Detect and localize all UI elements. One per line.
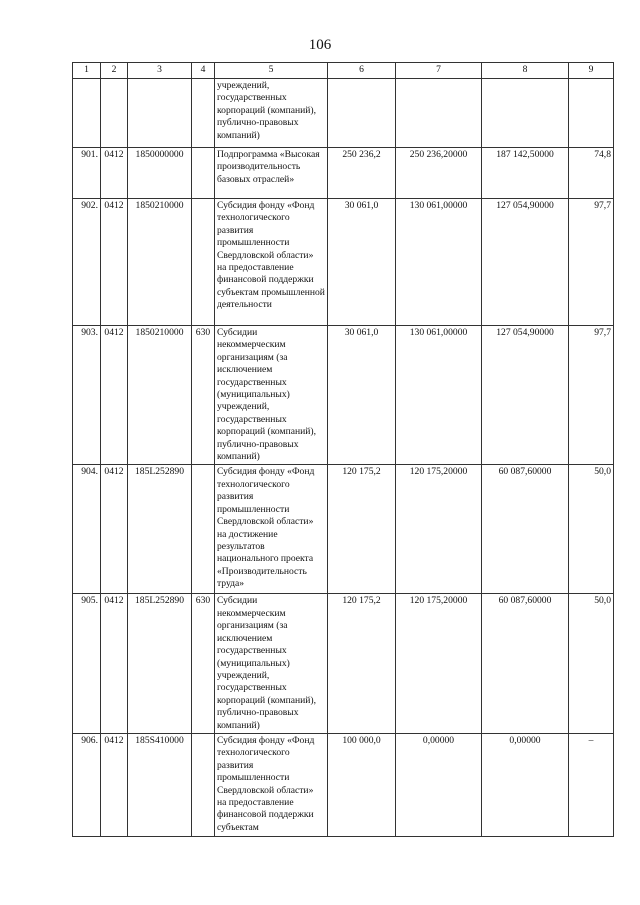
header-cell: 9 [569,63,614,79]
table-row [73,733,614,836]
row-number: 903. [73,326,101,465]
header-cell: 2 [101,63,128,79]
section-code: 0412 [101,594,128,733]
table-row [73,326,614,465]
row-number: 906. [73,733,101,836]
section-code: 0412 [101,199,128,326]
plan-amount: 120 175,2 [328,465,396,594]
section-code [101,79,128,148]
table-header-row [73,63,614,79]
target-code: 185S410000 [128,733,192,836]
expense-type-code: 630 [192,326,215,465]
item-description: Субсидия фонду «Фонд технологического развития промышленности Свердловской области» на предоставление финансовой поддержки субъектам [215,733,328,836]
item-description: Субсидия фонду «Фонд технологического развития промышленности Свердловской области» на достижение результатов национального проекта «Производительность труда» [215,465,328,594]
plan-amount: 30 061,0 [328,326,396,465]
executed-amount: 0,00000 [482,733,569,836]
execution-percent: – [569,733,614,836]
table-row [73,79,614,148]
row-number [73,79,101,148]
execution-percent [569,79,614,148]
header-cell: 5 [215,63,328,79]
expense-type-code [192,79,215,148]
execution-percent: 50,0 [569,465,614,594]
execution-percent: 74,8 [569,148,614,199]
expense-type-code [192,465,215,594]
refined-amount: 250 236,20000 [396,148,482,199]
item-description: Субсидии некоммерческим организациям (за исключением государственных (муниципальных) учреждений, государственных корпораций (компаний), публично-правовых компаний) [215,594,328,733]
expense-type-code: 630 [192,594,215,733]
section-code: 0412 [101,733,128,836]
execution-percent: 50,0 [569,594,614,733]
target-code: 185L252890 [128,465,192,594]
expense-type-code [192,733,215,836]
section-code: 0412 [101,326,128,465]
plan-amount: 30 061,0 [328,199,396,326]
expense-type-code [192,148,215,199]
executed-amount: 60 087,60000 [482,594,569,733]
row-number: 905. [73,594,101,733]
refined-amount: 0,00000 [396,733,482,836]
target-code: 1850000000 [128,148,192,199]
table-row [73,199,614,326]
refined-amount: 120 175,20000 [396,594,482,733]
header-cell: 1 [73,63,101,79]
target-code: 185L252890 [128,594,192,733]
executed-amount [482,79,569,148]
refined-amount [396,79,482,148]
item-description: учреждений, государственных корпораций (компаний), публично-правовых компаний) [215,79,328,148]
plan-amount [328,79,396,148]
row-number: 902. [73,199,101,326]
plan-amount: 100 000,0 [328,733,396,836]
executed-amount: 127 054,90000 [482,199,569,326]
row-number: 904. [73,465,101,594]
row-number: 901. [73,148,101,199]
item-description: Субсидия фонду «Фонд технологического развития промышленности Свердловской области» на предоставление финансовой поддержки субъектам промышленной деятельности [215,199,328,326]
executed-amount: 127 054,90000 [482,326,569,465]
executed-amount: 187 142,50000 [482,148,569,199]
item-description: Субсидии некоммерческим организациям (за исключением государственных (муниципальных) учреждений, государственных корпораций (компаний), публично-правовых компаний) [215,326,328,465]
executed-amount: 60 087,60000 [482,465,569,594]
refined-amount: 130 061,00000 [396,326,482,465]
refined-amount: 130 061,00000 [396,199,482,326]
execution-percent: 97,7 [569,199,614,326]
refined-amount: 120 175,20000 [396,465,482,594]
budget-table [72,62,614,837]
plan-amount: 250 236,2 [328,148,396,199]
table-row [73,594,614,733]
target-code: 1850210000 [128,199,192,326]
expense-type-code [192,199,215,326]
page-number: 106 [308,37,332,53]
table-row [73,148,614,199]
header-cell: 6 [328,63,396,79]
section-code: 0412 [101,465,128,594]
header-cell: 4 [192,63,215,79]
item-description: Подпрограмма «Высокая производительность базовых отраслей» [215,148,328,199]
header-cell: 8 [482,63,569,79]
target-code: 1850210000 [128,326,192,465]
header-cell: 7 [396,63,482,79]
section-code: 0412 [101,148,128,199]
execution-percent: 97,7 [569,326,614,465]
target-code [128,79,192,148]
table-row [73,465,614,594]
header-cell: 3 [128,63,192,79]
plan-amount: 120 175,2 [328,594,396,733]
